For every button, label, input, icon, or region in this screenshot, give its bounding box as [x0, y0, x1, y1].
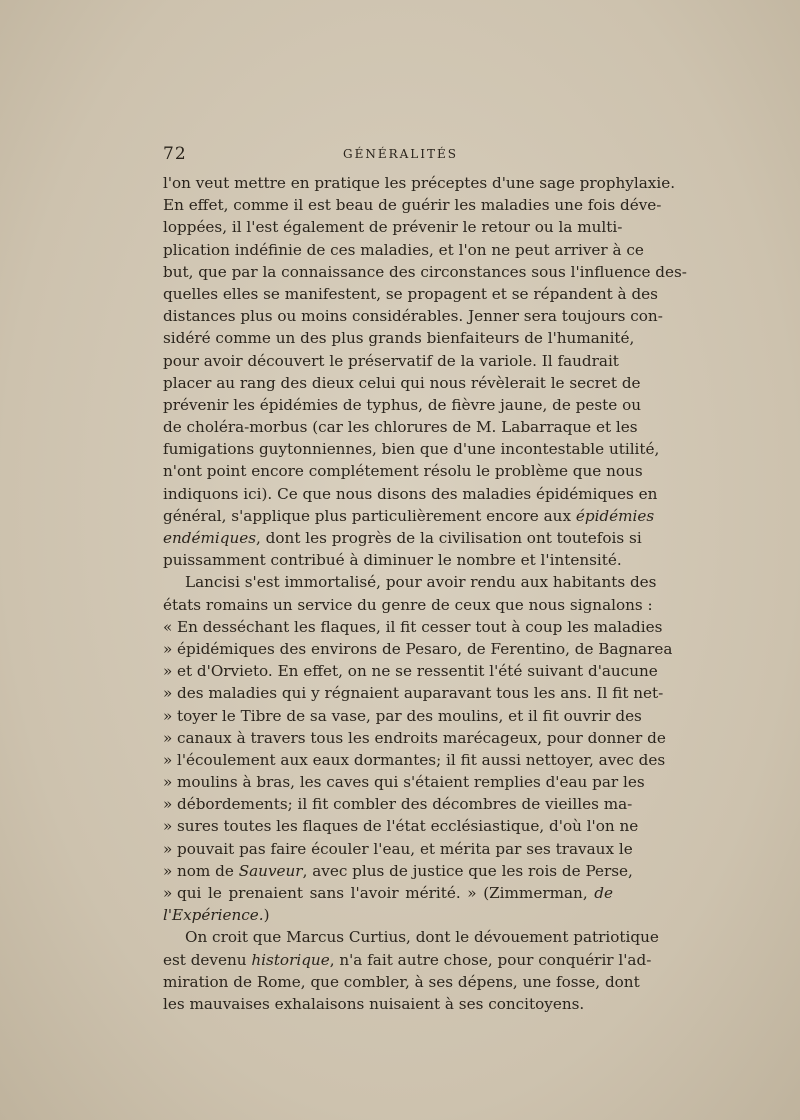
- quote-mark: »: [163, 662, 173, 681]
- text-line: quelles elles se manifestent, se propagent et se répandent à des: [163, 284, 658, 303]
- quote-line: [163, 838, 633, 860]
- text-fragment: sures toutes les flaques de l'état ecclésiastique, d'où l'on ne: [177, 817, 639, 836]
- text-line: [163, 904, 613, 926]
- text-line: n'ont point encore complétement résolu le problème que nous: [163, 462, 643, 481]
- page-header: [163, 144, 613, 168]
- text-line: [163, 949, 652, 971]
- text-line: de choléra-morbus (car les chlorures de M. Labarraque et les: [163, 418, 638, 437]
- text-fragment: l'écoulement aux eaux dormantes; il fit aussi nettoyer, avec des: [177, 750, 666, 769]
- quote-line: [163, 793, 633, 815]
- text-fragment: est devenu: [163, 950, 247, 969]
- text-line: loppées, il l'est également de prévenir le retour ou la multi-: [163, 218, 623, 237]
- text-line: puissamment contribué à diminuer le nombre et l'intensité.: [163, 551, 622, 570]
- text-line: pour avoir découvert le préservatif de la variole. Il faudrait: [163, 351, 619, 370]
- text-fragment: En desséchant les flaques, il fit cesser tout à coup les maladies: [177, 617, 663, 636]
- quote-mark: »: [163, 684, 173, 703]
- italic-term: de: [594, 884, 614, 902]
- text-fragment: général, s'applique plus particulièrement encore aux: [163, 506, 572, 525]
- text-line: les mauvaises exhalaisons nuisaient à ses concitoyens.: [163, 994, 585, 1013]
- quote-line: [163, 815, 639, 837]
- quote-mark: »: [163, 750, 173, 769]
- text-line: [163, 505, 655, 527]
- text-line: Lancisi s'est immortalisé, pour avoir rendu aux habitants des: [185, 573, 657, 592]
- page-number: 72: [163, 144, 187, 164]
- text-fragment: nom de: [177, 861, 234, 880]
- quote-mark: »: [163, 884, 173, 902]
- italic-term: épidémies: [575, 506, 655, 525]
- text-line: états romains un service du genre de ceux que nous signalons :: [163, 595, 653, 614]
- text-line: [163, 527, 642, 549]
- text-fragment: moulins à bras, les caves qui s'étaient remplies d'eau par les: [177, 773, 645, 792]
- text-fragment: et d'Orvieto. En effet, on ne se ressentit l'été suivant d'aucune: [177, 662, 658, 681]
- italic-term: endémiques: [163, 529, 257, 547]
- text-line: distances plus ou moins considérables. Jenner sera toujours con-: [163, 307, 663, 326]
- italic-term: Sauveur: [238, 861, 303, 880]
- quote-mark: »: [163, 728, 173, 747]
- quote-mark: »: [163, 861, 173, 880]
- text-fragment: canaux à travers tous les endroits marécageux, pour donner de: [177, 728, 666, 747]
- text-line: indiquons ici). Ce que nous disons des maladies épidémiques en: [163, 484, 658, 503]
- text-fragment: épidémiques des environs de Pesaro, de Ferentino, de Bagnarea: [177, 639, 673, 658]
- text-fragment: ): [263, 906, 270, 925]
- text-fragment: qui le prenaient sans l'avoir mérité. » (Zimmerman,: [177, 884, 588, 902]
- body-text: [163, 172, 687, 1015]
- text-line: En effet, comme il est beau de guérir les maladies une fois déve-: [163, 196, 662, 215]
- text-line: l'on veut mettre en pratique les préceptes d'une sage prophylaxie.: [163, 174, 676, 192]
- quote-line: [163, 771, 645, 793]
- quote-line: [163, 860, 633, 882]
- text-fragment: , avec plus de justice que les rois de Perse,: [302, 861, 633, 880]
- italic-term: historique: [251, 950, 330, 969]
- text-line: miration de Rome, que combler, à ses dépens, une fosse, dont: [163, 972, 640, 991]
- text-line: but, que par la connaissance des circonstances sous l'influence des-: [163, 262, 687, 281]
- text-fragment: , dont les progrès de la civilisation ont toutefois si: [256, 529, 642, 547]
- quote-line: [163, 705, 642, 727]
- quote-mark: »: [163, 706, 173, 725]
- text-line: fumigations guytonniennes, bien que d'une incontestable utilité,: [163, 440, 660, 459]
- quote-line: [163, 638, 673, 660]
- quote-line: [163, 616, 663, 638]
- italic-term: l'Expérience.: [163, 906, 264, 925]
- text-line: placer au rang des dieux celui qui nous révèlerait le secret de: [163, 373, 641, 392]
- text-fragment: débordements; il fit combler des décombres de vieilles ma-: [177, 795, 633, 814]
- text-fragment: , n'a fait autre chose, pour conquérir l'ad-: [329, 950, 652, 969]
- quote-mark: »: [163, 773, 173, 792]
- running-head: GÉNÉRALITÉS: [343, 147, 458, 161]
- text-line: plication indéfinie de ces maladies, et l'on ne peut arriver à ce: [163, 240, 644, 259]
- quote-line: [163, 749, 666, 771]
- quote-mark: «: [163, 617, 173, 636]
- quote-line: [163, 660, 658, 682]
- quote-mark: »: [163, 639, 173, 658]
- text-fragment: des maladies qui y régnaient auparavant tous les ans. Il fit net-: [177, 684, 664, 703]
- text-line: On croit que Marcus Curtius, dont le dévouement patriotique: [185, 928, 659, 947]
- text-fragment: toyer le Tibre de sa vase, par des moulins, et il fit ouvrir des: [177, 706, 642, 725]
- text-fragment: pouvait pas faire écouler l'eau, et mérita par ses travaux le: [177, 839, 633, 858]
- text-line: sidéré comme un des plus grands bienfaiteurs de l'humanité,: [163, 329, 635, 348]
- quote-line: [163, 882, 613, 904]
- quote-line: [163, 727, 666, 749]
- quote-mark: »: [163, 839, 173, 858]
- quote-mark: »: [163, 817, 173, 836]
- quote-mark: »: [163, 795, 173, 814]
- text-line: prévenir les épidémies de typhus, de fièvre jaune, de peste ou: [163, 395, 641, 414]
- quote-line: [163, 682, 664, 704]
